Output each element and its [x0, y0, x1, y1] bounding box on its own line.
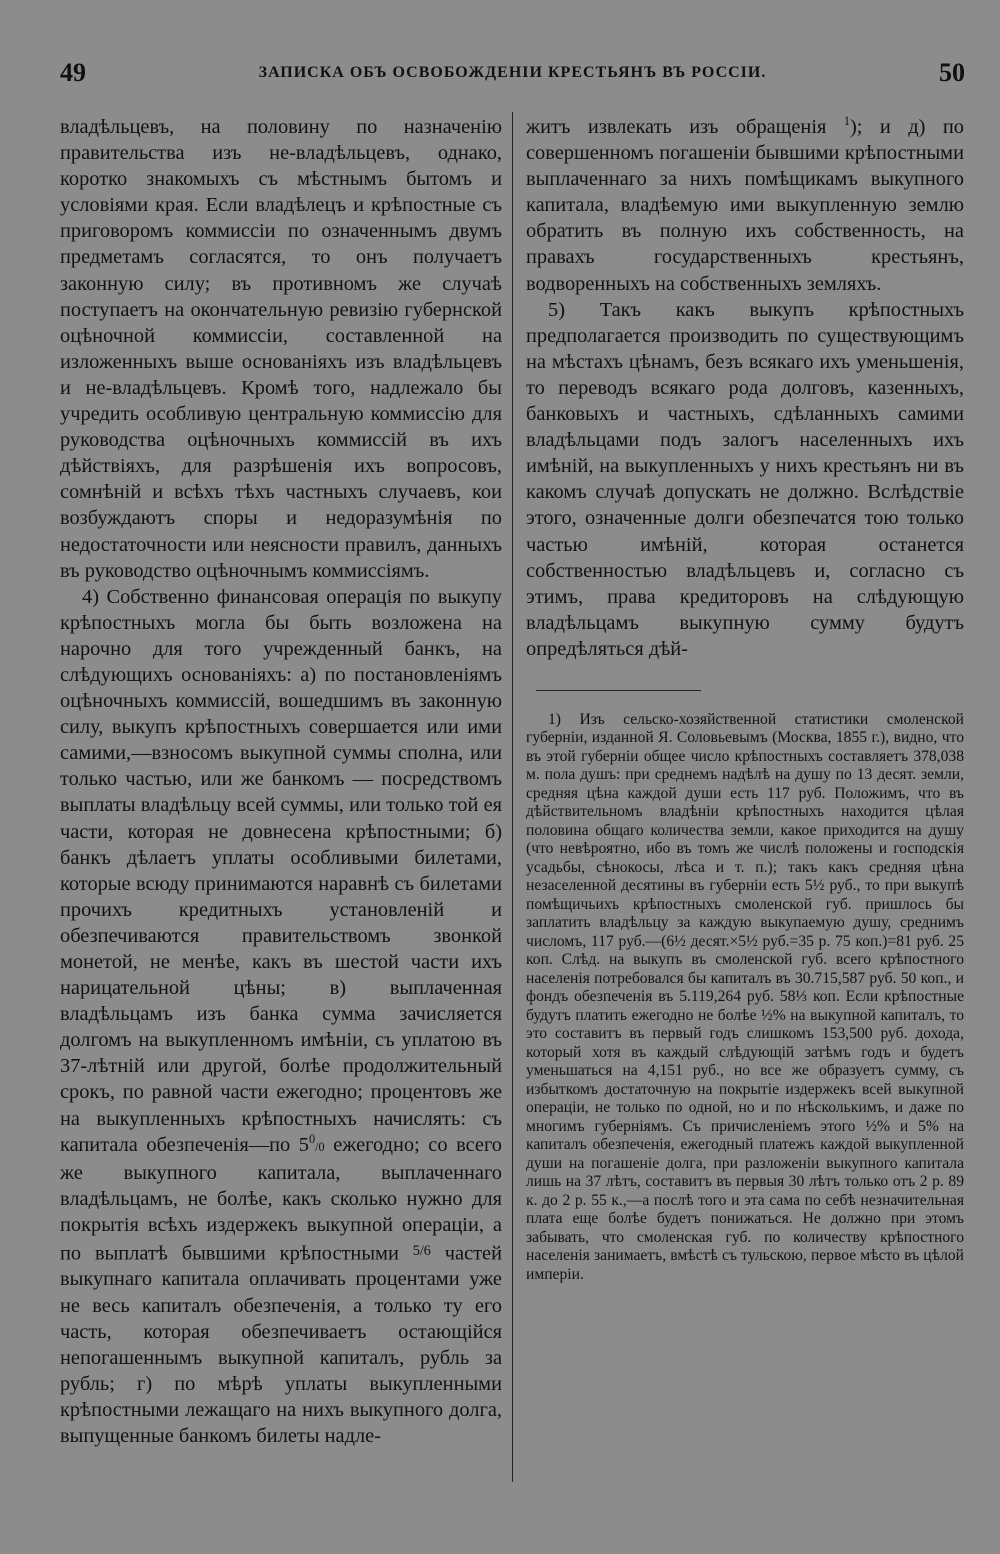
footnote: 1) Изъ сельско-хозяйственной статистики смоленской губерніи, изданной Я. Соловьевымъ (Москва, 1855 г.), видно, что въ этой губерніи общее число крѣпостныхъ составляетъ 378,038 м. пола душъ: при среднемъ надѣлѣ на душу по 13 десят. земли, средняя цѣна каждой души есть 117 руб. Положимъ, что въ дѣйствительномъ владѣніи крѣпостныхъ находится цѣлая половина общаго количества земли, какое приходится на душу (что невѣроятно, ибо въ томъ же числѣ положены и господскія усадьбы, сѣнокосы, лѣса и т. п.); такъ какъ средняя цѣна незаселенной десятины въ губерніи есть 5½ руб., то при выкупѣ помѣщичьихъ крѣпостныхъ смоленской губ. пришлось бы заплатить владѣльцу за каждую выкупаемую душу, среднимъ числомъ, 117 руб.—(6½ десят.×5½ руб.=35 р. 75 коп.)=81 руб. 25 коп. Слѣд. на выкупъ въ смоленской губ. всего крѣпостного населенія потребовался бы капиталъ въ 30.715,587 руб. 50 коп., и фондъ обезпеченія въ 5.119,264 руб. 58⅓ коп. Если крѣпостные будутъ платить ежегодно не болѣе ½% на выкупной капиталъ, то это составитъ въ первый годъ слишкомъ 153,500 руб. дохода, который хотя въ каждый слѣдующій затѣмъ годъ и будетъ уменьшаться на 4,151 руб., но все же образуетъ сумму, съ избыткомъ достаточную на покрытіе издержекъ всей выкупной операціи, не только по одной, но и по нѣсколькимъ, и даже по многимъ губерніямъ. Съ причисленіемъ этого ½% и 5% на капиталъ обезпеченія, ежегодный платежъ каждой выкупленной души на погашеніе долга, при разложеніи выкупного капитала лишь на 37 лѣтъ, составитъ въ первыя 30 лѣтъ только отъ 2 р. 89 к. до 2 р. 55 к.,—а послѣ того и эта сама по себѣ незначительная плата еще болѣе будетъ понижаться. Не должно при этомъ забывать, что смоленская губ. по количеству крѣпостного населенія занимаетъ, вмѣстѣ съ тульскою, первое мѣсто въ цѣлой имперіи.	[526, 710, 964, 1283]
paragraph-continued-right	[526, 114, 964, 297]
left-column	[60, 114, 502, 1449]
percent-sup: 0	[309, 1131, 316, 1146]
paragraph-text-b: ); и д) по совершенномъ погашеніи бывшими крѣпостными выплаченнаго за нихъ помѣщикамъ выкупного капитала, владѣемую ими выкупленную землю обратить въ полную ихъ собственность, на правахъ государственныхъ крестьянъ, водворенныхъ на собственныхъ земляхъ.	[526, 116, 964, 295]
running-title: ЗАПИСКА ОБЪ ОСВОБОЖДЕНІИ КРЕСТЬЯНЪ ВЪ РОССІИ.	[258, 64, 767, 81]
footnote-rule	[536, 690, 701, 691]
page-header	[60, 58, 965, 92]
page-number-left: 49	[60, 58, 86, 87]
paragraph-continued: владѣльцевъ, на половину по назначенію правительства изъ не-владѣльцевъ, однако, коротко знакомыхъ съ мѣстнымъ бытомъ и условіями края. Если владѣлецъ и крѣпостные съ приговоромъ коммиссіи по означеннымъ двумъ предметамъ согласятся, то онъ получаетъ законную силу; въ противномъ же случаѣ поступаетъ на окончательную ревизію губернской оцѣночной коммиссіи, составленной на изложенныхъ выше основаніяхъ изъ владѣльцевъ и не-владѣльцевъ. Кромѣ того, надлежало бы учредить особливую центральную коммиссію для руководства оцѣночныхъ коммиссій въ ихъ дѣйствіяхъ, для разрѣшенія ихъ вопросовъ, сомнѣній и всѣхъ тѣхъ частныхъ случаевъ, кои возбуждаютъ споры и недоразумѣнія по недостаточности или неясности правилъ, данныхъ въ руководство оцѣночнымъ коммиссіямъ.	[60, 116, 502, 582]
right-column	[526, 114, 964, 1284]
paragraph-4-text-c: частей выкупнаго капитала оплачивать процентами уже не весь капиталъ обезпеченія, а только ту его часть, которая обезпечиваетъ остающійся непогашеннымъ выкупной капиталъ, рубль за рубль; г) по мѣрѣ уплаты выкупленными крѣпостными лежащаго на нихъ выкупного долга, выпущенные банкомъ билеты надле-	[60, 1242, 503, 1447]
paragraph-4-text-b: ежегодно; со всего же выкупного капитала, выплаченнаго владѣльцамъ, не болѣе, какъ сколько нужно для покрытія всѣхъ издержекъ выкупной операціи, а по выплатѣ бывшими крѣпостными	[60, 1133, 502, 1265]
column-divider	[512, 112, 513, 1482]
footnote-ref: 1	[843, 114, 850, 129]
fraction: 5/6	[412, 1243, 431, 1260]
percent-sub: /0	[315, 1139, 325, 1154]
paragraph-4-text-a: 4) Собственно финансовая операція по выкупу крѣпостныхъ могла бы быть возложена на нарочно для того учрежденный банкъ, на слѣдующихъ основаніяхъ: а) по постановленіямъ оцѣночныхъ коммиссій, вошедшимъ въ законную силу, выкупъ крѣпостныхъ совершается или ими самими,—взносомъ выкупной суммы сполна, или только частью, или же банкомъ — посредствомъ выплаты владѣльцу всей суммы, или только той ея части, которая не довнесена крѣпостными; б) банкъ дѣлаетъ уплаты особливыми билетами, которые всюду принимаются наравнѣ съ билетами прочихъ кредитныхъ установленій и обезпечиваются правительствомъ звонкой монетой, не менѣе, какъ въ шестой части ихъ нарицательной цѣны; в) выплаченная владѣльцамъ изъ банка сумма зачисляется долгомъ на выкупленномъ имѣніи, съ уплатою въ 37-лѣтній или другой, болѣе продолжительный срокъ, по равной части ежегодно; процентовъ же на выкупленныхъ крѣпостныхъ начислять: съ капитала обезпеченія—по 5	[60, 585, 502, 1156]
page-number-right: 50	[939, 58, 965, 87]
paragraph-text-a: житъ извлекать изъ обращенія	[526, 116, 844, 138]
paragraph-4	[60, 584, 502, 1449]
paragraph-5: 5) Такъ какъ выкупъ крѣпостныхъ предполагается производить по существующимъ на мѣстахъ цѣнамъ, безъ всякаго ихъ уменьшенія, то переводъ всякаго рода долговъ, казенныхъ, банковыхъ и частныхъ, сдѣланныхъ самими владѣльцами подъ залогъ населенныхъ ихъ имѣній, на выкупленныхъ у нихъ крестьянъ ни въ какомъ случаѣ допускать не должно. Вслѣдствіе этого, означенные долги обезпечатся тою только частью имѣній, которая останется собственностью владѣльцевъ и, согласно съ этимъ, права кредиторовъ на слѣдующую владѣльцамъ выкупную сумму будутъ опредѣляться дѣй-	[526, 298, 964, 660]
